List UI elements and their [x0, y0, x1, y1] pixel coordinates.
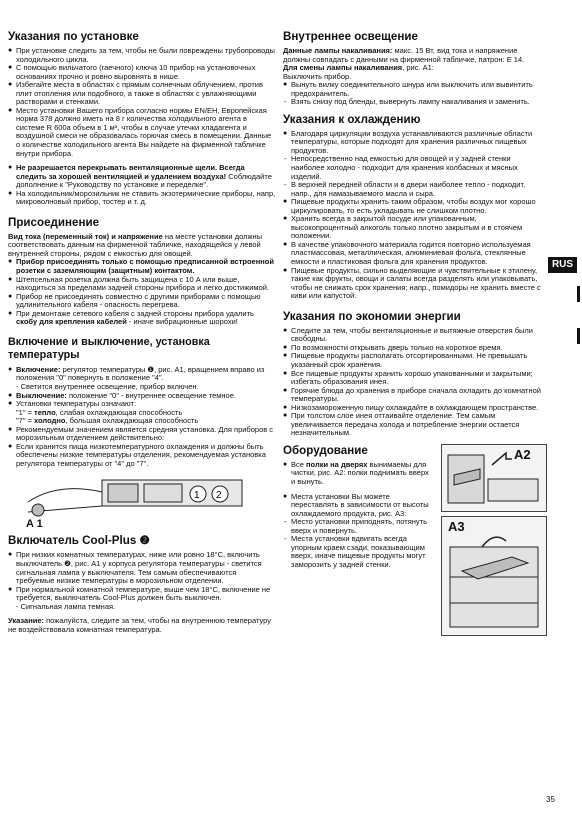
- equipment-item1-bold: полки на дверях: [306, 459, 368, 469]
- connect-item4-bold: скобу для крепления кабелей: [16, 317, 127, 327]
- install-item: ● На холодильник/морозильник не ставить экзотермические приборы, напр, микроволновый прибор, тостер и т. д.: [8, 190, 276, 207]
- equipment-text: [283, 444, 433, 570]
- connect-lead-bold: Вид тока (переменный ток) и напряжение: [8, 231, 163, 241]
- setting-7-desc: , большая охлаждающая способность: [65, 416, 199, 426]
- connect-item: ● Прибор не присоединять совместно с другими приборами с помощью удлинительного кабеля - опасность перегрева.: [8, 293, 276, 310]
- cool-item: ● Пищевые продукты хранить таким образом, чтобы воздух мог хорошо циркулировать, то есть укладывать не слишком плотно.: [283, 198, 545, 215]
- margin-marker: [577, 286, 580, 302]
- page-number: 35: [546, 795, 555, 804]
- spacer: [283, 301, 545, 310]
- figure-a3: [441, 516, 547, 636]
- figure-a2: [441, 444, 547, 512]
- energy-item: ● Пищевые продукты располагать отсортированными. Не превышать указанный срок хранения.: [283, 352, 545, 369]
- light-switch-off: Выключить прибор.: [283, 71, 352, 81]
- coolplus-note-bold: Указание:: [8, 616, 45, 626]
- onoff-on-bold: Включение:: [16, 364, 61, 374]
- figure-a3-label: A3: [448, 518, 465, 534]
- left-column: [8, 30, 276, 634]
- setting-7-key: "7" =: [16, 416, 35, 426]
- setting-1-key: "1" =: [16, 407, 35, 417]
- onoff-on-note: - Светится внутреннее освещение, прибор включен.: [16, 381, 199, 391]
- setting-1-word: тепло: [34, 407, 56, 417]
- figure-a1: [8, 472, 276, 534]
- light-item: - Взять снизу под бленды, вывернуть лампу накаливания и заменить.: [283, 98, 545, 107]
- light-heading: Внутреннее освещение: [283, 30, 418, 43]
- connect-item4-text: При демонтаже сетевого кабеля с задней стороны прибора удалить: [16, 308, 254, 318]
- energy-item: ● При толстом слое инея оттаивайте отделение. Тем самым увеличивается передача холода и потребление энергии остается незначительным.: [283, 412, 545, 438]
- connect-item: ● Штепсельная розетка должна быть защищена с 10 А или выше, находиться за пределами задней стороны прибора и легко достижимой.: [8, 276, 276, 293]
- cool-item: ● Хранить всегда в закрытой посуде или упакованным, высокопроцентный алкоголь только плотно закрытым и в стоячем положении.: [283, 215, 545, 241]
- light-change-text: , рис. A1:: [402, 63, 434, 73]
- shelf-illustration: [442, 517, 546, 635]
- coolplus-note: [8, 617, 276, 634]
- equipment-item: [283, 461, 433, 487]
- figure-a2-label: A2: [514, 446, 531, 462]
- connect-heading: Присоединение: [8, 215, 100, 229]
- cool-item: ● Пищевые продукты, сильно выделяющие и чувствительные к этилену, такие как фрукты, овощи и салаты всегда разделять или упаковывать, чтобы не снижать срок хранения; напр., помидоры не хранить вместе с киви или капустой.: [283, 267, 545, 301]
- spacer: [8, 207, 276, 216]
- connect-lead-text: на месте установки должны соответствовать данным на фирменной табличке, находящейся у левой внутренней стороны, рядом с емкостью для овощей.: [8, 231, 263, 258]
- svg-text:2: 2: [216, 490, 222, 502]
- svg-text:1: 1: [194, 490, 200, 502]
- equipment-item1-c: вынимаемы для чистки, рис. A2: полки поднимать вверх и вынуть.: [291, 459, 429, 486]
- light-bulb-bold: Данные лампы накаливания:: [283, 46, 393, 55]
- onoff-heading: Включение и выключение, установка температуры: [8, 335, 210, 361]
- install-item: ● С помощью вильчатого (гаечного) ключа 10 прибор на установочных основаниях прочно и ровно выровнять в нише.: [8, 64, 276, 81]
- figure-a1-label: A 1: [26, 518, 43, 531]
- light-item: ● Вынуть вилку соединительного шнура или выключить или вывинтить предохранитель.: [283, 81, 545, 98]
- install-warning-bold: Не разрешается перекрывать вентиляционные щели. Всегда следить за хорошей вентиляцией и удалением воздуха!: [16, 163, 245, 181]
- equipment-item: - Места установки вдвигать всегда упорным краем сзади, показывающим вверх, иначе пищевые продукты могут заморозить у задней стенки.: [283, 535, 433, 569]
- light-bulb-text: макс. 15 Вт, вид тока и напряжение должны совпадать с данными на фирменной табличке, патрон: E 14.: [283, 46, 525, 64]
- install-heading: Указания по установке: [8, 30, 139, 43]
- light-bulb-data: [283, 47, 545, 64]
- energy-item: ● Низкозамороженную пищу охлаждайте в охлаждающем пространстве.: [283, 404, 545, 413]
- spacer: [8, 327, 276, 336]
- equipment-item1-a: Все: [291, 459, 307, 469]
- right-column: [283, 30, 545, 569]
- install-item: ● При установке следить за тем, чтобы не были повреждены трубопроводы холодильного цикла.: [8, 47, 276, 64]
- cool-item: - Непосредственно над емкостью для овощей и у задней стенки наиболее холодно - подходит для хранения колбасных и мясных изделий.: [283, 155, 545, 181]
- setting-7-word: холодно: [34, 416, 66, 426]
- margin-marker: [577, 328, 580, 344]
- onoff-recommended: ● Рекомендуемым значением является средняя установка. Для приборов с морозильным отделением действительно:: [8, 426, 276, 443]
- cool-item: ● В качестве упаковочного материала годится повторно используемая пластмассовая, металлическая, алюминиевая фольга, стеклянные емкости и пластиковая фольга для хранения продуктов.: [283, 241, 545, 267]
- install-warning-tail: Соблюдайте дополнение к "Руководству по установке и переделке".: [16, 171, 272, 190]
- equipment-heading: Оборудование: [283, 443, 368, 457]
- connect-item: [8, 310, 276, 327]
- coolplus-item: ● При низких комнатных температурах, ниже или ровно 18°C, включить выключатель ❷, рис. A1 у корпуса регулятора температуры - светится сигнальная лампа у выключателя. Тем самым обеспечиваются требуемые низкие температуры в морозильном отделении.: [8, 551, 276, 585]
- coolplus-item: ● При нормальной комнатной температуре, выше чем 18°C, включение не требуется, выключатель Cool-Plus должен быть выключен.: [8, 586, 276, 603]
- energy-item: ● Горячие блюда до хранения в приборе сначала охладить до комнатной температуры.: [283, 387, 545, 404]
- onoff-on-text: регулятор температуры ❶, рис. A1, вращением вправо из положения "0" повернуть в положение "4".: [16, 364, 265, 383]
- cool-item: ● Благодаря циркуляции воздуха устанавливаются различные области температуры, которые подходят для хранения различных пищевых продуктов.: [283, 130, 545, 156]
- energy-item: ● Все пищевые продукты хранить хорошо упакованными и закрытыми; избегать образования инея.: [283, 370, 545, 387]
- equipment-section: [283, 444, 545, 570]
- connect-lead: [8, 233, 276, 259]
- cool-heading: Указания к охлаждению: [283, 112, 421, 126]
- equipment-item: ● Места установки Вы можете переставлять в зависимости от высоты охлаждаемого продукта, рис. A3:: [283, 493, 433, 519]
- install-item: ● Избегайте места в областях с прямым солнечным облучением, против плит отопления или подобного, а также в областях с увлажняющими растворами и стенками.: [8, 81, 276, 107]
- setting-1-desc: , слабая охлаждающая способность: [55, 407, 183, 417]
- energy-item: ● По возможности открывать дверь только на короткое время.: [283, 344, 545, 353]
- coolplus-heading: Включатель Cool-Plus ❷: [8, 534, 150, 548]
- coolplus-note-lamp: - Сигнальная лампа темная.: [16, 601, 116, 611]
- equipment-item: - Место установки приподнять, потянуть вверх и повернуть.: [283, 518, 433, 535]
- install-warning: [8, 164, 276, 190]
- onoff-frost: ● Если хранится пища низкотемпературного охлаждения и должны быть обеспечены низкие температуры отделения, рекомендуемая установка регулятора температуры от "4" до "7".: [8, 443, 276, 469]
- install-item: ● Место установки Вашего прибора согласно нормы EN/EH, Европейская норма 378 должно иметь на 8 г количества холодильного агента в системе R 600а объем в 1 м³, чтобы в случае утечки хладагента и воздушной смеси не образовалась горючая смесь в помещении. Данные о количестве холодильного агента Вы найдете на фирменной табличке внутри прибора.: [8, 107, 276, 158]
- thermostat-illustration: [8, 472, 276, 534]
- onoff-settings: ● Установки температуры означают:: [8, 400, 276, 409]
- cool-item: - В верхней передней области и в двери наиболее тепло - подходит, напр., для намазываемого масла и сыра.: [283, 181, 545, 198]
- energy-item: ● Следите за тем, чтобы вентиляционные и вытяжные отверстия были свободны.: [283, 327, 545, 344]
- light-change-bold: Для смены лампы накаливания: [283, 63, 403, 73]
- onoff-off-text: положение "0" - внутреннее освещение темное.: [66, 390, 236, 400]
- energy-heading: Указания по экономии энергии: [283, 309, 461, 323]
- connect-item: ● Прибор присоединять только с помощью предписанной встроенной розетки с заземляющим (защитным) контактом.: [8, 258, 276, 275]
- coolplus-note-text: пожалуйста, следите за тем, чтобы на внутреннюю температуру не воздействовала комнатная температура.: [8, 616, 272, 634]
- connect-item4-tail: - иначе вибрационные шорохи!: [126, 317, 238, 327]
- language-tab-rus: RUS: [548, 257, 577, 273]
- onoff-off-bold: Выключение:: [16, 390, 67, 400]
- onoff-on: [8, 366, 276, 383]
